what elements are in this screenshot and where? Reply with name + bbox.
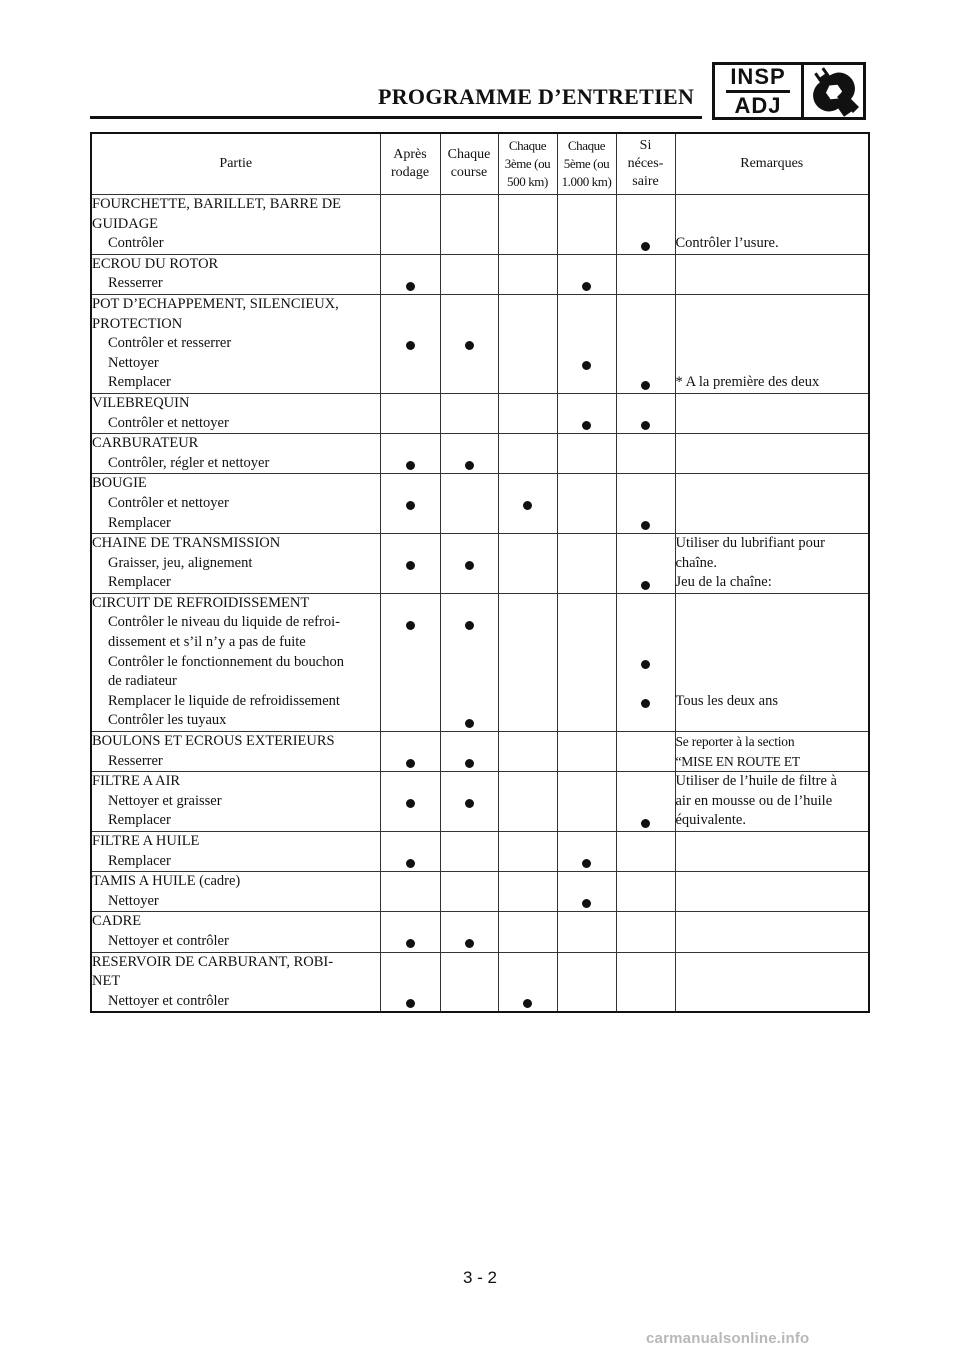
table-row	[91, 195, 869, 255]
part-operation: Resserrer	[108, 275, 163, 292]
part-operation: Remplacer	[108, 514, 171, 531]
part-operation: dissement et s’il n’y a pas de fuite	[108, 634, 306, 651]
column-as-needed: Si néces- saire	[616, 133, 675, 195]
interval-cell	[498, 474, 557, 534]
remarks-cell	[675, 195, 869, 255]
interval-cell	[557, 434, 616, 474]
remark-spacer	[676, 872, 869, 892]
interval-cell	[380, 912, 440, 952]
interval-cell	[616, 872, 675, 912]
part-operation: Contrôler et nettoyer	[108, 494, 229, 511]
part-operation: Contrôler, régler et nettoyer	[108, 454, 270, 471]
part-title: CADRE	[92, 913, 142, 930]
interval-cell	[380, 872, 440, 912]
part-operation: Contrôler le niveau du liquide de refroi-	[108, 614, 340, 631]
interval-cell	[557, 254, 616, 294]
interval-cell	[616, 593, 675, 731]
remark-spacer	[676, 255, 869, 275]
part-operation: Contrôler et resserrer	[108, 335, 232, 352]
table-row	[91, 593, 869, 731]
check-dot	[465, 939, 474, 948]
interval-cell	[440, 393, 498, 433]
check-dot	[523, 999, 532, 1008]
remark-spacer	[676, 514, 869, 534]
part-operation: Remplacer	[108, 852, 171, 869]
table-row	[91, 732, 869, 772]
interval-cell	[498, 393, 557, 433]
remark-spacer	[676, 474, 869, 494]
check-dot	[406, 561, 415, 570]
interval-cell	[557, 772, 616, 832]
part-title: TAMIS A HUILE (cadre)	[92, 873, 241, 890]
remarks-cell	[675, 952, 869, 1012]
check-dot	[406, 859, 415, 868]
check-dot	[465, 461, 474, 470]
interval-cell	[440, 195, 498, 255]
remark-spacer	[676, 354, 869, 374]
table-row	[91, 872, 869, 912]
part-title: FILTRE A AIR	[92, 773, 181, 790]
interval-cell	[440, 534, 498, 594]
interval-cell	[616, 474, 675, 534]
part-operation: Nettoyer et contrôler	[108, 992, 229, 1009]
interval-cell	[557, 872, 616, 912]
interval-cell	[498, 912, 557, 952]
remark-spacer	[676, 594, 869, 614]
part-title: PROTECTION	[92, 315, 183, 332]
remark-spacer	[676, 315, 869, 335]
remark-spacer	[676, 953, 869, 973]
interval-cell	[380, 534, 440, 594]
remark-text: * A la première des deux	[675, 374, 820, 391]
part-operation: Nettoyer et graisser	[108, 792, 222, 809]
part-operation: Contrôler et nettoyer	[108, 414, 229, 431]
part-operation: Remplacer	[108, 574, 171, 591]
interval-cell	[440, 772, 498, 832]
remark-spacer	[676, 295, 869, 315]
check-dot	[641, 381, 650, 390]
remark-text: chaîne.	[675, 554, 717, 571]
interval-cell	[498, 434, 557, 474]
check-dot	[582, 859, 591, 868]
table-row	[91, 772, 869, 832]
part-title: RESERVOIR DE CARBURANT, ROBI-	[92, 953, 334, 970]
remarks-cell	[675, 832, 869, 872]
check-dot	[406, 341, 415, 350]
column-after-breakin: Après rodage	[380, 133, 440, 195]
part-cell	[91, 832, 380, 872]
interval-cell	[498, 872, 557, 912]
part-title: VILEBREQUIN	[92, 394, 190, 411]
badge-label	[715, 65, 804, 117]
remark-spacer	[676, 215, 869, 235]
part-operation: Nettoyer	[108, 354, 159, 371]
interval-cell	[557, 474, 616, 534]
remark-spacer	[676, 434, 869, 454]
remark-text: Contrôler l’usure.	[675, 235, 779, 252]
interval-cell	[557, 832, 616, 872]
check-dot	[641, 660, 650, 669]
check-dot	[582, 899, 591, 908]
check-dot	[582, 421, 591, 430]
part-cell	[91, 254, 380, 294]
insp-adj-badge	[712, 62, 866, 120]
check-dot	[465, 799, 474, 808]
interval-cell	[557, 593, 616, 731]
remark-text: Utiliser de l’huile de filtre à	[675, 773, 837, 790]
part-title: POT D’ECHAPPEMENT, SILENCIEUX,	[92, 295, 339, 312]
remark-spacer	[676, 414, 869, 434]
remark-spacer	[676, 832, 869, 852]
remarks-cell	[675, 772, 869, 832]
remark-spacer	[676, 494, 869, 514]
remarks-cell	[675, 254, 869, 294]
remarks-cell	[675, 912, 869, 952]
interval-cell	[380, 732, 440, 772]
column-every-race: Chaque course	[440, 133, 498, 195]
part-cell	[91, 393, 380, 433]
remark-spacer	[676, 454, 869, 474]
interval-cell	[440, 912, 498, 952]
part-title: GUIDAGE	[92, 215, 159, 232]
table-row	[91, 254, 869, 294]
interval-cell	[616, 195, 675, 255]
interval-cell	[498, 952, 557, 1012]
interval-cell	[498, 294, 557, 393]
remark-spacer	[676, 711, 869, 731]
page-title: PROGRAMME D’ENTRETIEN	[378, 84, 695, 109]
remark-text: Se reporter à la section	[675, 734, 795, 750]
remark-spacer	[676, 334, 869, 354]
interval-cell	[557, 912, 616, 952]
check-dot	[406, 939, 415, 948]
check-dot	[641, 521, 650, 530]
interval-cell	[498, 732, 557, 772]
interval-cell	[557, 294, 616, 393]
part-cell	[91, 912, 380, 952]
part-title: CHAINE DE TRANSMISSION	[92, 535, 281, 552]
part-operation: Contrôler	[108, 235, 164, 252]
part-cell	[91, 952, 380, 1012]
check-dot	[641, 581, 650, 590]
remark-text: Utiliser du lubrifiant pour	[675, 535, 825, 552]
badge-line-2: ADJ	[734, 92, 782, 118]
column-every-5th-race: Chaque 5ème (ou 1.000 km)	[557, 133, 616, 195]
interval-cell	[616, 772, 675, 832]
wrench-nut-icon	[807, 67, 861, 117]
interval-cell	[380, 593, 440, 731]
maintenance-table	[90, 132, 870, 1013]
remarks-cell	[675, 294, 869, 393]
interval-cell	[440, 254, 498, 294]
remark-text: Jeu de la chaîne:	[675, 574, 772, 591]
table-body	[91, 195, 869, 1013]
part-cell	[91, 534, 380, 594]
part-operation: Remplacer	[108, 374, 171, 391]
interval-cell	[616, 393, 675, 433]
remark-spacer	[676, 672, 869, 692]
table-row	[91, 434, 869, 474]
interval-cell	[498, 593, 557, 731]
part-title: BOULONS ET ECROUS EXTERIEURS	[92, 733, 335, 750]
remark-spacer	[676, 274, 869, 294]
remarks-cell	[675, 872, 869, 912]
interval-cell	[557, 952, 616, 1012]
interval-cell	[616, 534, 675, 594]
part-cell	[91, 732, 380, 772]
remark-spacer	[676, 653, 869, 673]
part-cell	[91, 294, 380, 393]
check-dot	[465, 621, 474, 630]
part-operation: Contrôler les tuyaux	[108, 712, 227, 729]
table-row	[91, 294, 869, 393]
interval-cell	[380, 195, 440, 255]
check-dot	[582, 361, 591, 370]
interval-cell	[616, 294, 675, 393]
table-row	[91, 534, 869, 594]
interval-cell	[616, 254, 675, 294]
check-dot	[641, 819, 650, 828]
interval-cell	[440, 952, 498, 1012]
remark-text: air en mousse ou de l’huile	[675, 792, 833, 809]
interval-cell	[380, 474, 440, 534]
interval-cell	[498, 534, 557, 594]
part-operation: Contrôler le fonctionnement du bouchon	[108, 653, 344, 670]
column-part: Partie	[91, 133, 380, 195]
interval-cell	[440, 832, 498, 872]
table-row	[91, 832, 869, 872]
table-row	[91, 912, 869, 952]
remarks-cell	[675, 593, 869, 731]
remark-spacer	[676, 633, 869, 653]
interval-cell	[440, 474, 498, 534]
remark-text: “MISE EN ROUTE ET	[675, 753, 800, 769]
table-row	[91, 474, 869, 534]
remark-spacer	[676, 852, 869, 872]
check-dot	[406, 461, 415, 470]
check-dot	[641, 699, 650, 708]
interval-cell	[440, 294, 498, 393]
watermark: carmanualsonline.info	[646, 1330, 810, 1347]
part-cell	[91, 434, 380, 474]
check-dot	[465, 719, 474, 728]
interval-cell	[498, 772, 557, 832]
interval-cell	[440, 732, 498, 772]
part-title: ECROU DU ROTOR	[92, 255, 219, 272]
part-cell	[91, 195, 380, 255]
remark-spacer	[676, 972, 869, 992]
part-operation: de radiateur	[108, 673, 177, 690]
part-title: CIRCUIT DE REFROIDISSEMENT	[92, 594, 310, 611]
interval-cell	[616, 434, 675, 474]
remark-text: Tous les deux ans	[675, 692, 778, 709]
column-every-3rd-race: Chaque 3ème (ou 500 km)	[498, 133, 557, 195]
part-operation: Graisser, jeu, alignement	[108, 554, 253, 571]
part-title: CARBURATEUR	[92, 435, 199, 452]
remarks-cell	[675, 434, 869, 474]
remark-spacer	[676, 912, 869, 932]
check-dot	[523, 501, 532, 510]
check-dot	[406, 799, 415, 808]
check-dot	[465, 561, 474, 570]
interval-cell	[616, 832, 675, 872]
remark-spacer	[676, 992, 869, 1012]
interval-cell	[498, 832, 557, 872]
remark-spacer	[676, 195, 869, 215]
check-dot	[465, 341, 474, 350]
remark-spacer	[676, 613, 869, 633]
interval-cell	[440, 872, 498, 912]
part-operation: Nettoyer et contrôler	[108, 932, 229, 949]
part-operation: Resserrer	[108, 752, 163, 769]
table-header-row	[91, 133, 869, 195]
check-dot	[406, 282, 415, 291]
interval-cell	[616, 952, 675, 1012]
interval-cell	[557, 195, 616, 255]
part-cell	[91, 474, 380, 534]
table-row	[91, 952, 869, 1012]
part-title: FOURCHETTE, BARILLET, BARRE DE	[92, 196, 342, 212]
column-remarks: Remarques	[675, 133, 869, 195]
part-cell	[91, 593, 380, 731]
check-dot	[465, 759, 474, 768]
check-dot	[582, 282, 591, 291]
remark-text: équivalente.	[675, 812, 746, 829]
part-operation: Remplacer le liquide de refroidissement	[108, 692, 340, 709]
badge-line-1: INSP	[730, 63, 786, 89]
interval-cell	[380, 393, 440, 433]
interval-cell	[498, 254, 557, 294]
remark-spacer	[676, 932, 869, 952]
interval-cell	[557, 732, 616, 772]
interval-cell	[380, 434, 440, 474]
check-dot	[406, 621, 415, 630]
interval-cell	[557, 534, 616, 594]
check-dot	[406, 759, 415, 768]
part-cell	[91, 872, 380, 912]
interval-cell	[440, 434, 498, 474]
remarks-cell	[675, 474, 869, 534]
part-operation: Nettoyer	[108, 892, 159, 909]
table-row	[91, 393, 869, 433]
part-cell	[91, 772, 380, 832]
header-rule	[90, 116, 702, 119]
remark-spacer	[676, 892, 869, 912]
part-operation: Remplacer	[108, 812, 171, 829]
interval-cell	[616, 732, 675, 772]
page-number: 3 - 2	[462, 1268, 498, 1287]
interval-cell	[440, 593, 498, 731]
interval-cell	[380, 832, 440, 872]
interval-cell	[616, 912, 675, 952]
check-dot	[406, 501, 415, 510]
part-title: FILTRE A HUILE	[92, 833, 200, 849]
interval-cell	[557, 393, 616, 433]
remarks-cell	[675, 393, 869, 433]
check-dot	[641, 421, 650, 430]
part-title: BOUGIE	[92, 475, 147, 492]
interval-cell	[380, 294, 440, 393]
part-title: NET	[92, 973, 121, 990]
remark-spacer	[676, 394, 869, 414]
check-dot	[641, 242, 650, 251]
interval-cell	[380, 772, 440, 832]
interval-cell	[380, 254, 440, 294]
remarks-cell	[675, 732, 869, 772]
remarks-cell	[675, 534, 869, 594]
interval-cell	[380, 952, 440, 1012]
check-dot	[406, 999, 415, 1008]
interval-cell	[498, 195, 557, 255]
